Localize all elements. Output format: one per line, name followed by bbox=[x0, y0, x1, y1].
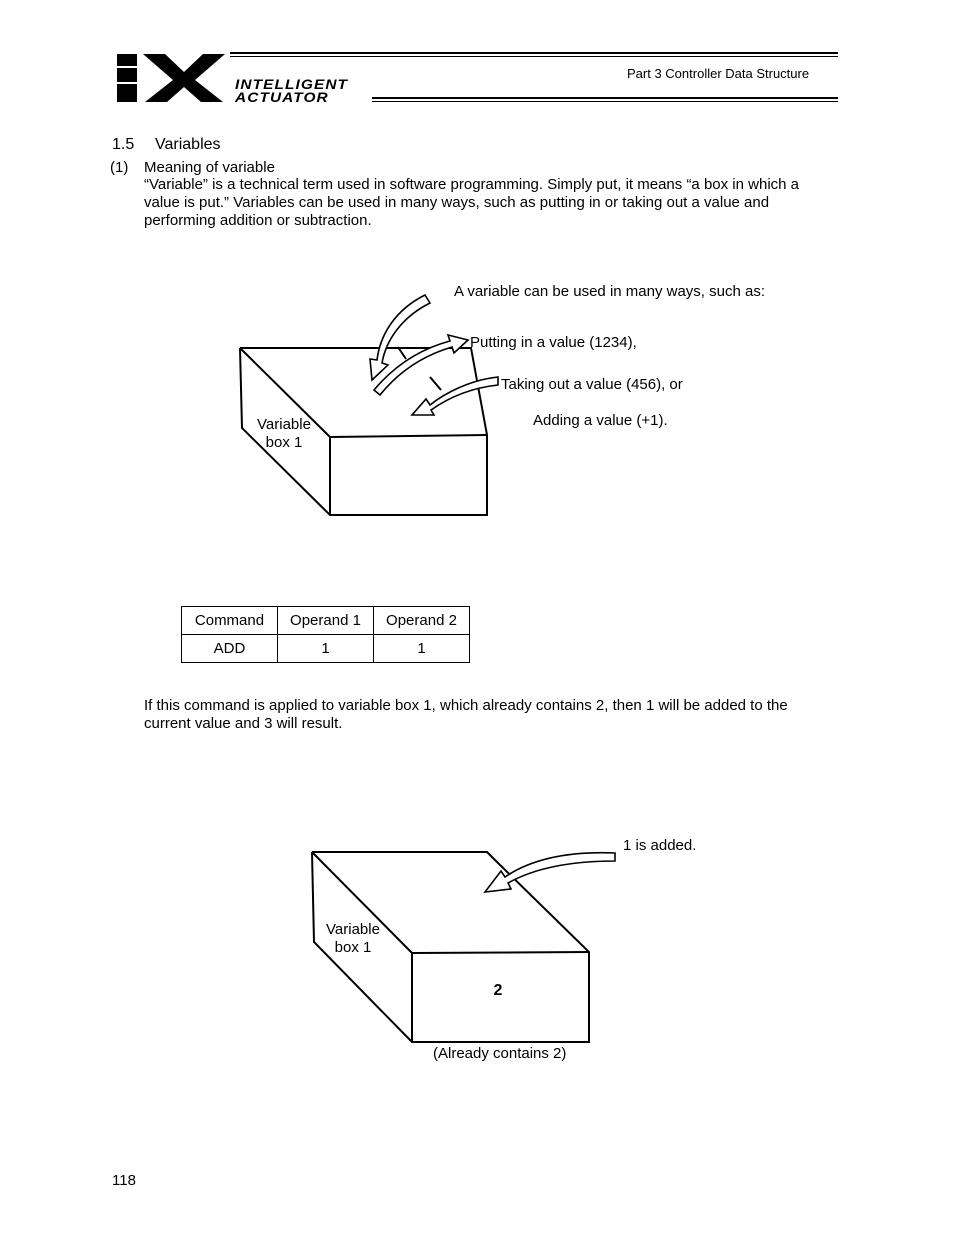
figure2-arrow-label: 1 is added. bbox=[623, 837, 697, 854]
command-table bbox=[181, 606, 470, 663]
intro-paragraph: “Variable” is a technical term used in software programming. Simply put, it means “a box in which a value is put.” Variables can be used in many ways, such as putting in or taking out a value and performing addition or subtraction. bbox=[144, 176, 799, 229]
table-header-cell: Operand 2 bbox=[374, 607, 470, 635]
arrow-add bbox=[412, 377, 498, 415]
header-rule-bottom-thin bbox=[372, 101, 838, 102]
figure1-arrow2-label: Taking out a value (456), or bbox=[501, 376, 683, 393]
header-rule-bottom bbox=[372, 97, 838, 99]
table-row bbox=[182, 635, 470, 663]
figure1-box-label-line1: Variable bbox=[257, 416, 311, 433]
header-rule-top bbox=[230, 52, 838, 54]
figure2-caption: (Already contains 2) bbox=[433, 1045, 567, 1062]
arrow-add-one bbox=[485, 853, 615, 892]
figure1-arrow3-label: Adding a value (+1). bbox=[533, 412, 668, 429]
section-number: 1.5 bbox=[112, 136, 135, 153]
table-header-row bbox=[182, 607, 470, 635]
table-cell: 1 bbox=[374, 635, 470, 663]
figure1-caption: A variable can be used in many ways, such as: bbox=[454, 283, 766, 300]
header-rule-top-thin bbox=[230, 56, 838, 57]
figure1-arrow1-label: Putting in a value (1234), bbox=[470, 334, 637, 351]
header-section-title: Part 3 Controller Data Structure bbox=[627, 66, 810, 81]
variable-box-1-drawing bbox=[230, 285, 510, 525]
logo-text-line1: INTELLIGENT bbox=[235, 76, 349, 92]
figure2-box-value: 2 bbox=[493, 982, 503, 999]
subsection-number: (1) bbox=[110, 159, 129, 176]
explanation-paragraph: If this command is applied to variable box 1, which already contains 2, then 1 will be added to the current value and 3 will result. bbox=[144, 697, 788, 732]
figure1-box-label-line2: box 1 bbox=[265, 434, 303, 451]
figure2-box-label-line2: box 1 bbox=[334, 939, 372, 956]
table-cell: ADD bbox=[182, 635, 278, 663]
table-header-cell: Command bbox=[182, 607, 278, 635]
logo-mark bbox=[115, 52, 230, 104]
section-title: Variables bbox=[155, 136, 221, 153]
table-cell: 1 bbox=[278, 635, 374, 663]
figure2-box-label-line1: Variable bbox=[326, 921, 380, 938]
logo-text-line2: ACTUATOR bbox=[235, 89, 329, 105]
page-number: 118 bbox=[112, 1172, 136, 1189]
subsection-title: Meaning of variable bbox=[144, 159, 275, 176]
table-header-cell: Operand 1 bbox=[278, 607, 374, 635]
